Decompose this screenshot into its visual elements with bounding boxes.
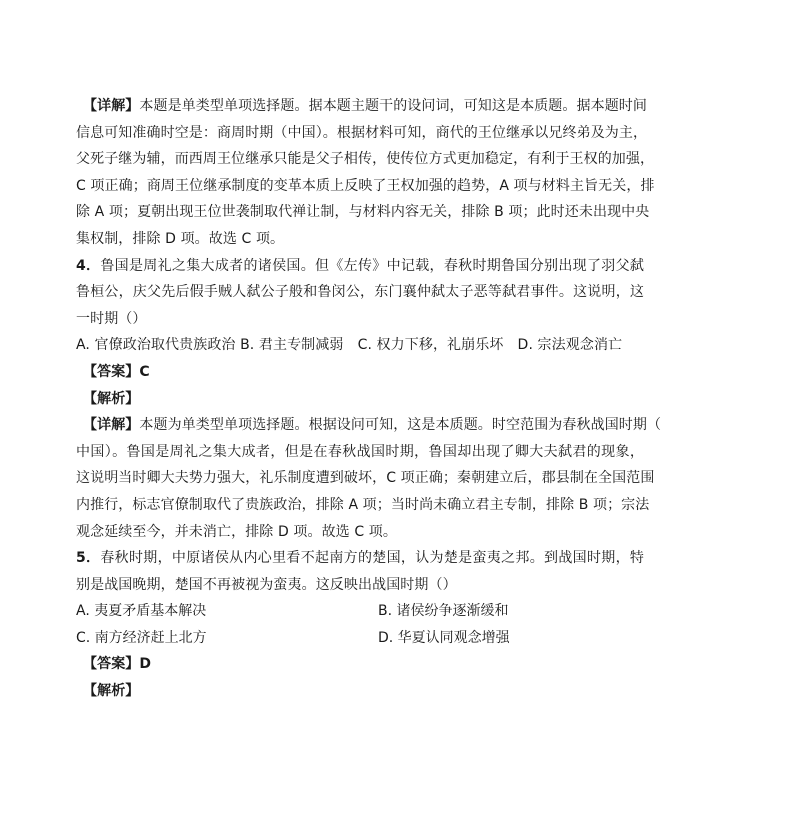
q3-detail-line-1: 【详解】本题是单类型单项选择题。据本题主题干的设问词，可知这是本质题。据本题时间 xyxy=(83,98,648,114)
q4-stem-line-3: 一时期（） xyxy=(76,310,147,327)
detail-tag: 【详解】 xyxy=(83,417,140,434)
document-page xyxy=(76,93,662,705)
q5-options-row-2 xyxy=(76,625,644,652)
q4-stem-line-2: 鲁桓公，庆父先后假手贼人弑公子般和鲁闵公，东门襄仲弑太子恶等弑君事件。这说明，这 xyxy=(76,284,644,301)
q3-detail-line-6: 集权制，排除 D 项。故选 C 项。 xyxy=(76,230,285,247)
q4-detail-line-1: 【详解】本题为单类型单项选择题。根据设问可知，这是本质题。时空范围为春秋战国时期（ xyxy=(83,417,662,434)
q3-detail-line-3: 父死子继为辅，而西周王位继承只能是父子相传，使传位方式更加稳定，有利于王权的加强， xyxy=(76,151,655,168)
q5-option-d: D. 华夏认同观念增强 xyxy=(378,629,510,646)
q4-detail-line-5: 观念延续至今，并未消亡，排除 D 项。故选 C 项。 xyxy=(76,523,397,540)
q4-analysis-tag: 【解析】 xyxy=(83,390,140,407)
answer-tag: 【答案】 xyxy=(83,656,140,673)
q5-stem-line-2: 别是战国晚期，楚国不再被视为蛮夷。这反映出战国时期（） xyxy=(76,576,457,593)
q4-stem-line-1: 4．鲁国是周礼之集大成者的诸侯国。但《左传》中记载，春秋时期鲁国分别出现了羽父弑 xyxy=(76,257,644,274)
q5-option-b: B. 诸侯纷争逐渐缓和 xyxy=(378,603,509,620)
question-number: 4． xyxy=(76,257,101,274)
q5-analysis-tag: 【解析】 xyxy=(83,683,140,700)
q4-detail-line-4: 内推行，标志官僚制取代了贵族政治，排除 A 项；当时尚未确立君主专制，排除 B 项；宗法 xyxy=(76,496,650,513)
q5-options-row-1 xyxy=(76,598,644,625)
question-number: 5． xyxy=(76,550,101,567)
detail-tag: 【详解】 xyxy=(83,98,140,114)
q4-detail-line-2: 中国）。鲁国是周礼之集大成者，但是在春秋战国时期，鲁国却出现了卿大夫弑君的现象， xyxy=(76,443,644,460)
q5-option-a: A. 夷夏矛盾基本解决 xyxy=(76,603,207,620)
q5-option-c: C. 南方经济赶上北方 xyxy=(76,629,207,646)
q4-options: A. 官僚政治取代贵族政治 B. 君主专制减弱 C. 权力下移，礼崩乐坏 D. 宗法观念消亡 xyxy=(76,337,623,354)
q4-detail-line-3: 这说明当时卿大夫势力强大，礼乐制度遭到破坏，C 项正确；秦朝建立后，郡县制在全国范围 xyxy=(76,470,655,487)
q3-detail-line-2: 信息可知准确时空是：商周时期（中国）。根据材料可知，商代的王位继承以兄终弟及为主， xyxy=(76,124,648,141)
q5-stem-line-1: 5．春秋时期，中原诸侯从内心里看不起南方的楚国，认为楚是蛮夷之邦。到战国时期，特 xyxy=(76,550,644,567)
answer-tag: 【答案】 xyxy=(83,363,140,380)
q3-detail-line-5: 除 A 项；夏朝出现王位世袭制取代禅让制，与材料内容无关，排除 B 项；此时还未出现中央 xyxy=(76,204,650,221)
answer-value: D xyxy=(139,656,152,673)
answer-value: C xyxy=(139,363,150,380)
q5-answer xyxy=(76,651,644,678)
q4-answer xyxy=(76,359,644,386)
q3-detail-line-4: C 项正确；商周王位继承制度的变革本质上反映了王权加强的趋势，A 项与材料主旨无关，排 xyxy=(76,177,655,194)
